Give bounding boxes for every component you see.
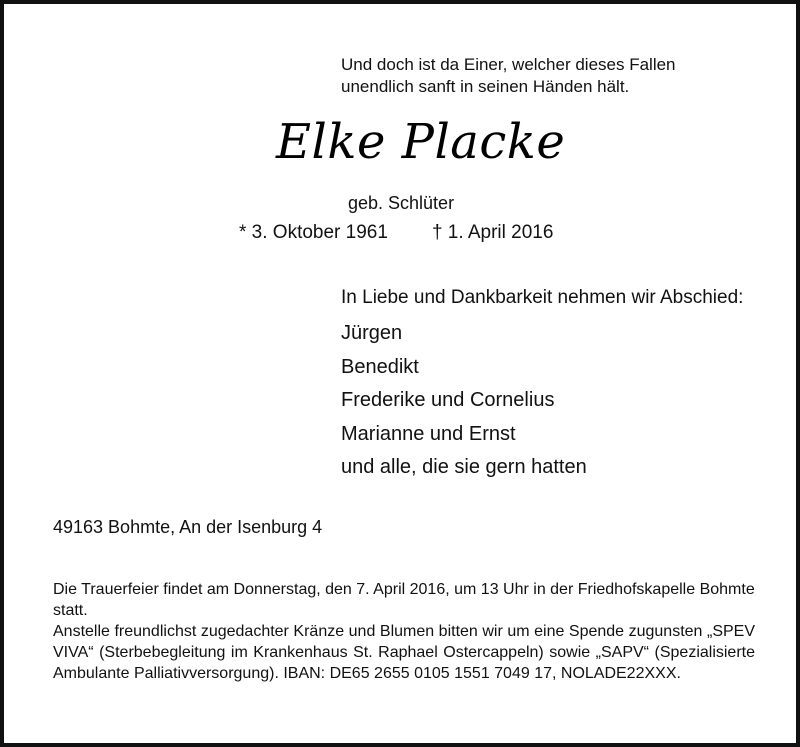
epigraph-quote <box>341 54 676 98</box>
farewell-line: In Liebe und Dankbarkeit nehmen wir Abschied: <box>341 287 744 308</box>
mourners-list <box>341 317 587 485</box>
mourner: Frederike und Cornelius <box>341 389 555 411</box>
donation-request: Anstelle freundlichst zugedachter Kränze und Blumen bitten wir um eine Spende zugunsten „SPEV VIVA“ (Sterbebegleitung im Krankenhaus St. Raphael Ostercappeln) sowie „SAPV“ (Spezialisierte Ambulante Palliativversorgung). IBAN: DE65 2655 0105 1551 7049 17, NOLADE22XXX. <box>53 623 755 682</box>
deceased-name: Elke Placke <box>276 114 566 170</box>
funeral-info: Die Trauerfeier findet am Donnerstag, den 7. April 2016, um 13 Uhr in der Friedhofskapelle Bohmte statt. <box>53 581 755 619</box>
maiden-name: geb. Schlüter <box>348 193 455 213</box>
mourner: Benedikt <box>341 355 419 378</box>
life-dates <box>239 222 553 244</box>
mourner: Marianne und Ernst <box>341 422 516 445</box>
service-notice <box>53 579 755 684</box>
quote-line-2: unendlich sanft in seinen Händen hält. <box>341 77 630 96</box>
quote-line-1: Und doch ist da Einer, welcher dieses Fallen <box>341 55 676 74</box>
family-address: 49163 Bohmte, An der Isenburg 4 <box>53 517 323 537</box>
mourner: Jürgen <box>341 322 403 344</box>
birth-date: * 3. Oktober 1961 <box>239 222 388 243</box>
death-date: † 1. April 2016 <box>431 222 554 243</box>
mourner: und alle, die sie gern hatten <box>341 456 587 478</box>
